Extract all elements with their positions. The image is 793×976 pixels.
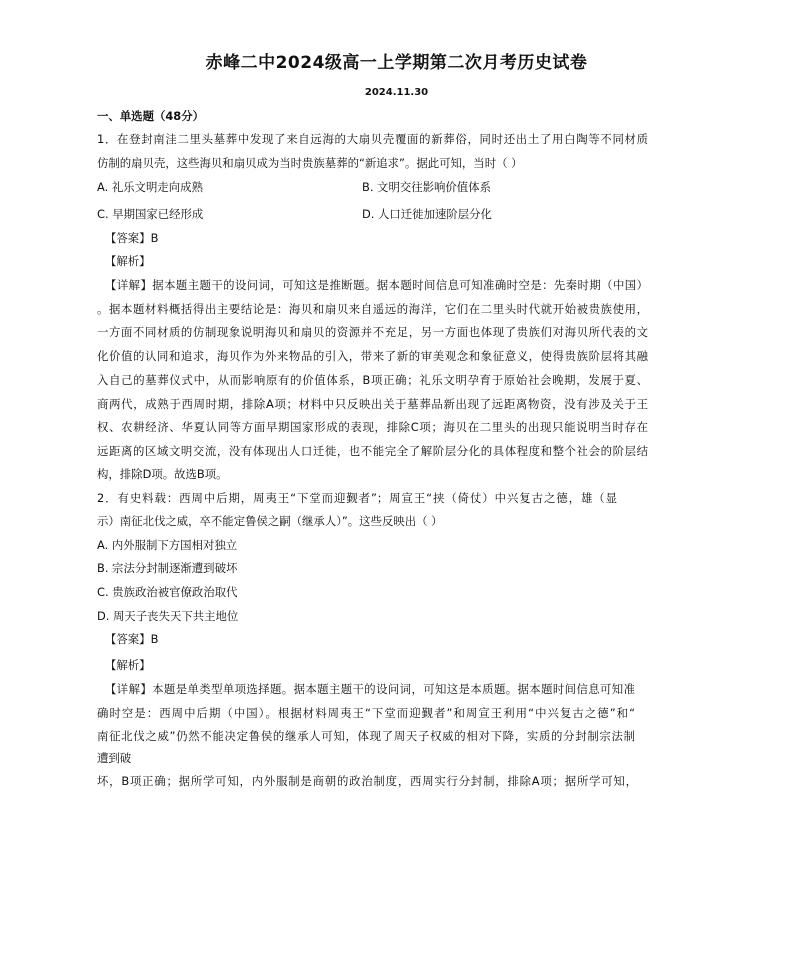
q1-stem-line-2: 仿制的扇贝壳，这些海贝和扇贝成为当时贵族墓葬的“新追求”。据此可知，当时（ ） <box>97 156 523 170</box>
page-title: 赤峰二中2024级高一上学期第二次月考历史试卷 <box>205 53 588 73</box>
q1-option-d: D. 人口迁徙加速阶层分化 <box>362 207 492 221</box>
q1-detail-line: 构，排除D项。故选B项。 <box>97 467 228 481</box>
q1-detail-line: 入自己的墓葬仪式中，从而影响原有的价值体系，B项正确；礼乐文明孕育于原始社会晚期，发展于夏、 <box>97 373 648 387</box>
q2-detail-line: 坏，B项正确；据所学可知，内外服制是商朝的政治制度，西周实行分封制，排除A项；据所学可知， <box>97 774 637 788</box>
q2-detail-line: 南征北伐之威”仍然不能决定鲁侯的继承人可知，体现了周天子权威的相对下降，实质的分封制宗法制 <box>97 729 635 743</box>
q2-option-d: D. 周天子丧失天下共主地位 <box>97 609 239 623</box>
q2-stem-line-2: 示）南征北伐之威，卒不能定鲁侯之嗣（继承人）”。这些反映出（ ） <box>97 514 443 528</box>
q2-option-b: B. 宗法分封制逐渐遭到破坏 <box>97 561 238 575</box>
q1-option-a: A. 礼乐文明走向成熟 <box>97 180 203 194</box>
q1-detail-line: 化价值的认同和追求，海贝作为外来物品的引入，带来了新的审美观念和象征意义，使得贵族阶层将其融 <box>97 349 648 363</box>
q2-stem-line-1: 2．有史料载：西周中后期，周夷王“下堂而迎觐者”；周宣王“挟（倚仗）中兴复古之德，雄（显 <box>97 491 617 505</box>
q1-detail-line: 商两代，成熟于西周时期，排除A项；材料中只反映出关于墓葬品新出现了远距离物资，没有涉及关于王 <box>97 397 648 411</box>
q2-detail-line: 遭到破 <box>97 751 132 765</box>
q2-answer: 【答案】B <box>105 632 159 646</box>
q1-option-c: C. 早期国家已经形成 <box>97 207 204 221</box>
q1-detail-line: 权、农耕经济、华夏认同等方面早期国家形成的表现，排除C项；海贝在二里头的出现只能说明当时存在 <box>97 420 648 434</box>
q2-option-a: A. 内外服制下方国相对独立 <box>97 538 238 552</box>
q1-detail-line: 。据本题材料概括得出主要结论是：海贝和扇贝来自遥远的海洋，它们在二里头时代就开始被贵族使用， <box>97 302 648 316</box>
q2-detail-line: 确时空是：西周中后期（中国）。根据材料周夷王“下堂而迎觐者”和周宣王利用“中兴复古之德”和“ <box>97 706 635 720</box>
q1-analysis-label: 【解析】 <box>105 254 151 268</box>
exam-date: 2024.11.30 <box>364 87 429 98</box>
q2-option-c: C. 贵族政治被官僚政治取代 <box>97 585 238 599</box>
q2-analysis-label: 【解析】 <box>105 658 151 672</box>
section-heading: 一、单选题（48分） <box>97 109 204 123</box>
q1-stem-line-1: 1．在登封南洼二里头墓葬中发现了来自远海的大扇贝壳覆面的新葬俗，同时还出土了用白陶等不同材质 <box>97 132 648 146</box>
q1-answer: 【答案】B <box>105 231 159 245</box>
q1-detail-line: 【详解】据本题主题干的设问词，可知这是推断题。据本题时间信息可知准确时空是：先秦时期（中国） <box>105 278 648 292</box>
q1-detail-line: 远距离的区域文明交流，没有体现出人口迁徙，也不能完全了解阶层分化的具体程度和整个社会的阶层结 <box>97 444 648 458</box>
q1-option-b: B. 文明交往影响价值体系 <box>362 180 491 194</box>
q1-detail-line: 一方面不同材质的仿制现象说明海贝和扇贝的资源并不充足，另一方面也体现了贵族们对海贝所代表的文 <box>97 325 648 339</box>
q2-detail-line: 【详解】本题是单类型单项选择题。据本题主题干的设问词，可知这是本质题。据本题时间信息可知准 <box>105 682 635 696</box>
